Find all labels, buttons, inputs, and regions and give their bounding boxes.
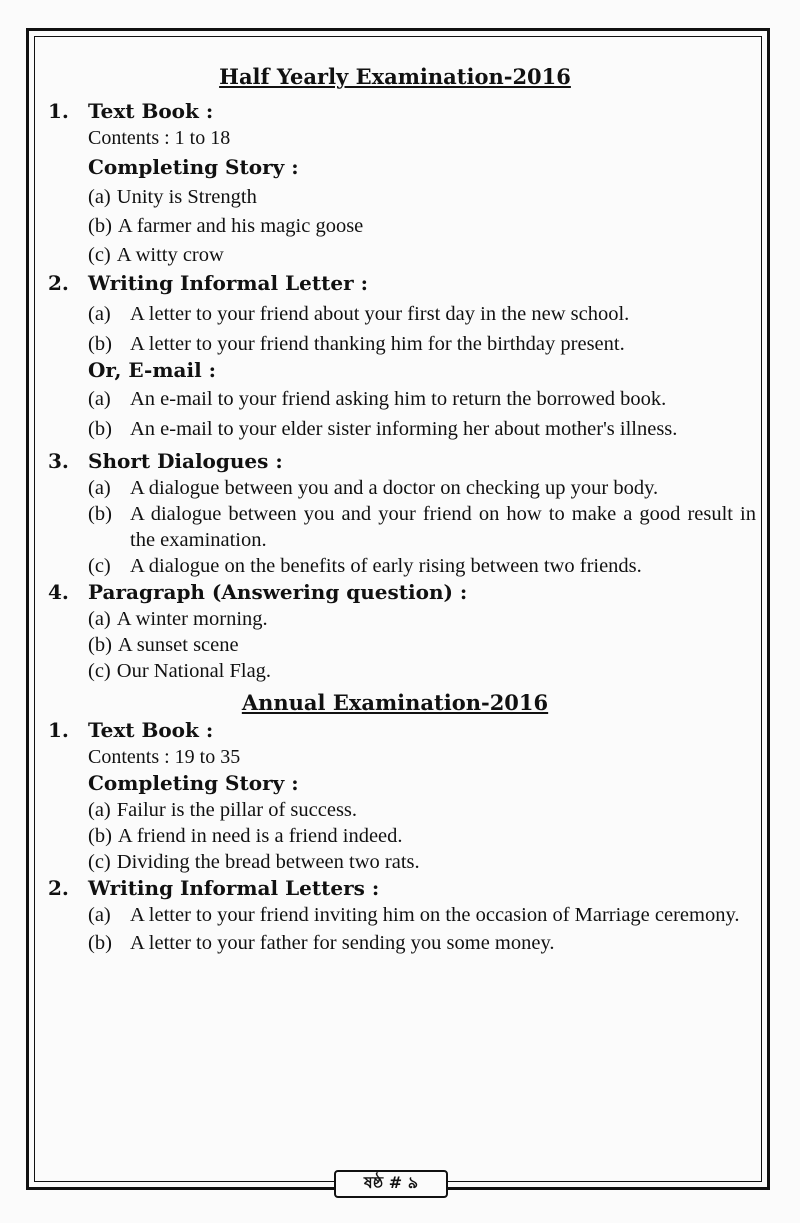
hy-section-1: 1. Text Book : bbox=[48, 99, 214, 123]
an-contents: Contents : 19 to 35 bbox=[88, 746, 241, 768]
page-content bbox=[34, 64, 756, 956]
list-item: (b) A farmer and his magic goose bbox=[88, 215, 364, 237]
list-item: (a) A dialogue between you and a doctor on checking up your body. bbox=[88, 477, 659, 499]
list-item: (b) A letter to your father for sending you some money. bbox=[88, 932, 555, 954]
an-section-2: 2. Writing Informal Letters : bbox=[48, 876, 380, 900]
list-item: (c) A dialogue on the benefits of early rising between two friends. bbox=[88, 555, 642, 577]
page-number-label: ষষ্ঠ # ৯ bbox=[334, 1170, 448, 1198]
hy-section-2-title: Writing Informal Letter : bbox=[88, 271, 368, 295]
hy-section-1-title: Text Book : bbox=[88, 99, 214, 123]
list-item: (a) Unity is Strength bbox=[88, 186, 257, 208]
hy-or-email: Or, E-mail : bbox=[88, 358, 217, 382]
list-item: (b) A friend in need is a friend indeed. bbox=[88, 825, 403, 847]
an-section-1: 1. Text Book : bbox=[48, 718, 214, 742]
list-item: (b) A dialogue between you and your friend on how to make a good result in the examination. bbox=[88, 503, 756, 551]
annual-title: Annual Examination-2016 bbox=[241, 690, 549, 715]
hy-section-3-title: Short Dialogues : bbox=[88, 449, 283, 473]
hy-section-3: 3. Short Dialogues : bbox=[48, 449, 283, 473]
list-item: (a) A letter to your friend about your first day in the new school. bbox=[88, 303, 630, 325]
an-section-1-title: Text Book : bbox=[88, 718, 214, 742]
list-item: (b) A sunset scene bbox=[88, 634, 239, 656]
half-yearly-title: Half Yearly Examination-2016 bbox=[219, 64, 571, 89]
list-item: (c) Dividing the bread between two rats. bbox=[88, 851, 420, 873]
hy-section-4: 4. Paragraph (Answering question) : bbox=[48, 580, 468, 604]
an-completing-story: Completing Story : bbox=[88, 771, 299, 795]
list-item: (a) A winter morning. bbox=[88, 608, 268, 630]
hy-section-2: 2. Writing Informal Letter : bbox=[48, 271, 368, 295]
an-section-2-title: Writing Informal Letters : bbox=[88, 876, 380, 900]
list-item: (a) Failur is the pillar of success. bbox=[88, 799, 358, 821]
hy-contents: Contents : 1 to 18 bbox=[88, 127, 231, 149]
list-item: (a) An e-mail to your friend asking him to return the borrowed book. bbox=[88, 388, 667, 410]
hy-section-4-title: Paragraph (Answering question) : bbox=[88, 580, 468, 604]
hy-completing-story: Completing Story : bbox=[88, 155, 299, 179]
list-item: (c) Our National Flag. bbox=[88, 660, 272, 682]
list-item: (b) An e-mail to your elder sister informing her about mother's illness. bbox=[88, 418, 678, 440]
list-item: (a) A letter to your friend inviting him on the occasion of Marriage ceremony. bbox=[88, 904, 740, 926]
list-item: (b) A letter to your friend thanking him for the birthday present. bbox=[88, 333, 625, 355]
list-item: (c) A witty crow bbox=[88, 244, 224, 266]
